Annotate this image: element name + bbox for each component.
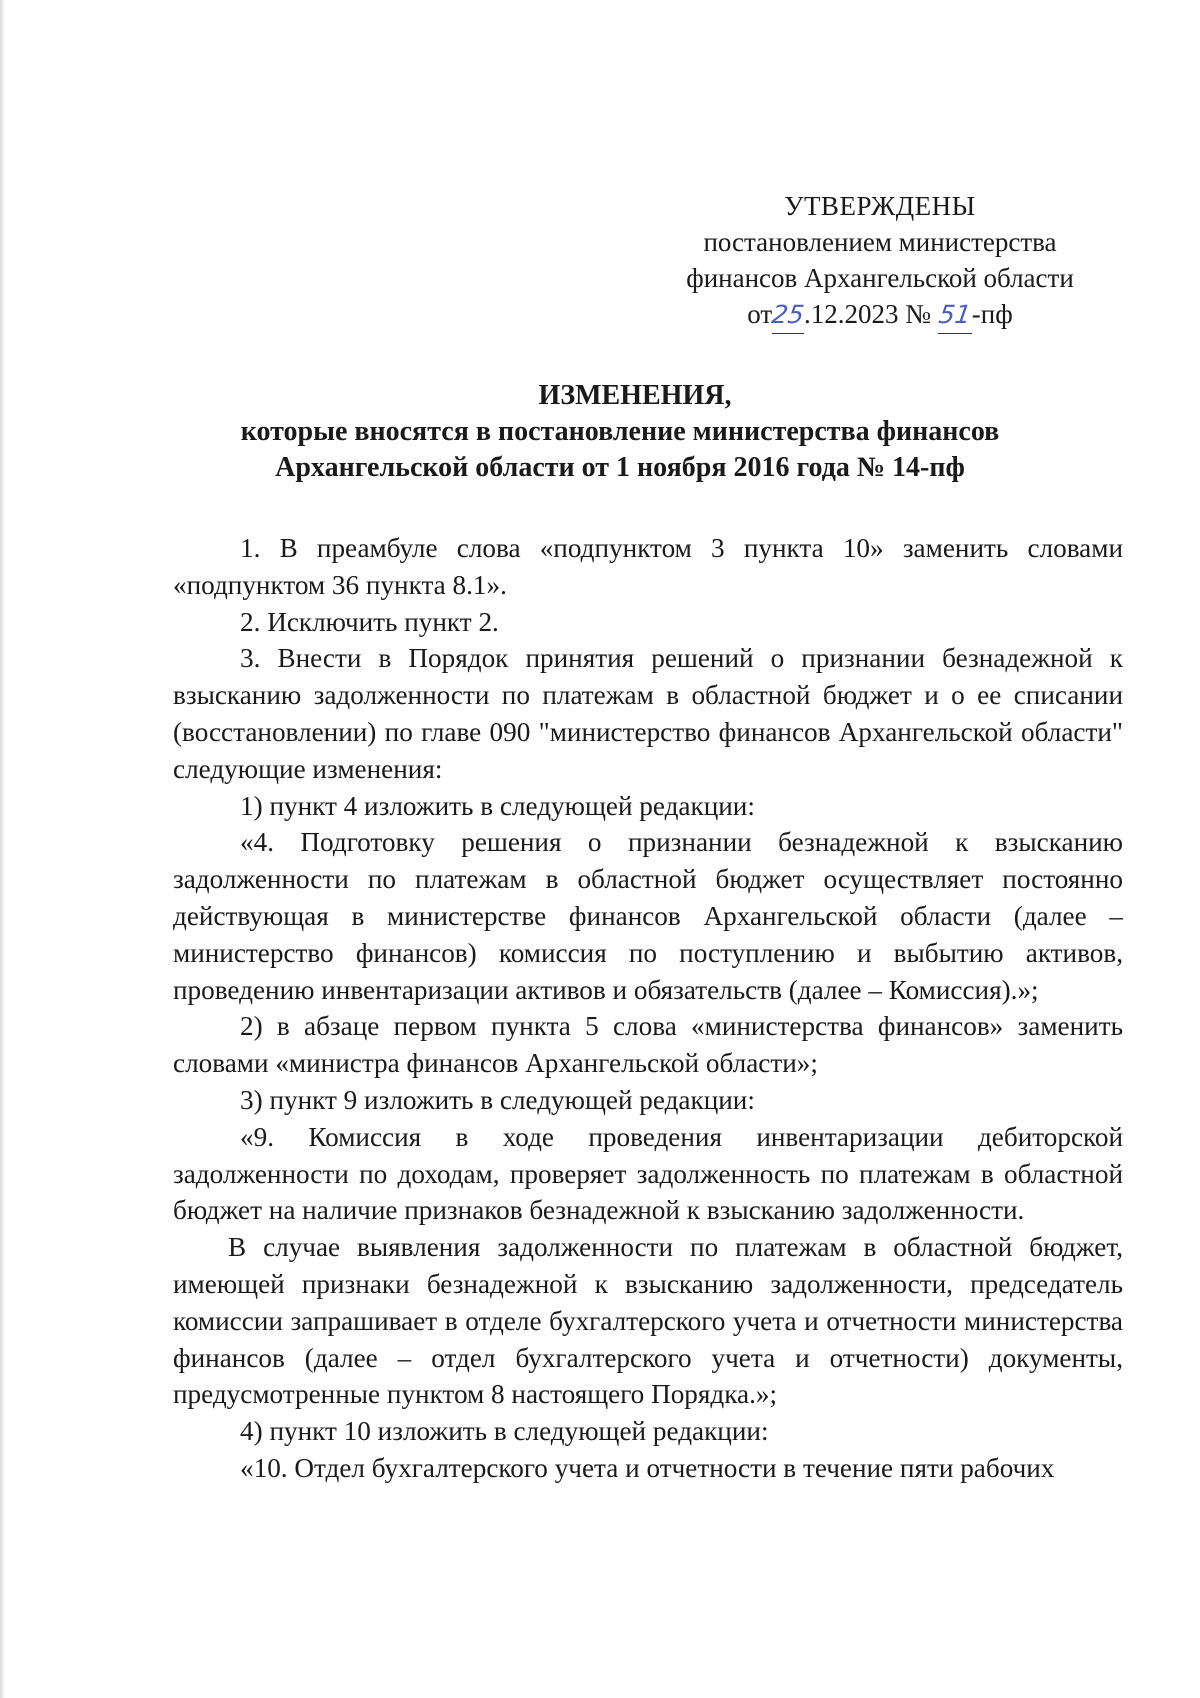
document-subtitle-line-2: Архангельской области от 1 ноября 2016 года № 14-пф xyxy=(275,452,965,483)
paragraph-9: В случае выявления задолженности по платежам в областной бюджет, имеющей признаки безнадежной к взысканию задолженности, председатель комиссии запрашивает в отделе бухгалтерского учета и отчетности министерства финансов (далее – отдел бухгалтерского учета и отчетности) документы, предусмотренные пунктом 8 настоящего Порядка.»; xyxy=(173,1232,1123,1410)
handwritten-doc-number: 51 xyxy=(936,300,973,329)
document-title-block xyxy=(170,378,1070,486)
approval-line-2: финансов Архангельской области xyxy=(686,263,1074,293)
approval-date-line xyxy=(660,296,1100,334)
paragraph-5: «4. Подготовку решения о признании безнадежной к взысканию задолженности по платежам в областной бюджет осуществляет постоянно действующая в министерстве финансов Архангельской области (далее – министерство финансов) комиссия по поступлению и выбытию активов, проведению инвентаризации активов и обязательств (далее – Комиссия).»; xyxy=(173,827,1123,1005)
doc-suffix: -пф xyxy=(971,299,1013,329)
date-rest: .12.2023 № xyxy=(804,299,932,329)
approval-block xyxy=(660,188,1100,334)
document-heading: ИЗМЕНЕНИЯ, xyxy=(538,380,732,411)
paragraph-7: 3) пункт 9 изложить в следующей редакции: xyxy=(240,1084,755,1115)
paragraph-8: «9. Комиссия в ходе проведения инвентаризации дебиторской задолженности по доходам, проверяет задолженность по платежам в областной бюджет на наличие признаков безнадежной к взысканию задолженности. xyxy=(173,1121,1123,1226)
paragraph-6: 2) в абзаце первом пункта 5 слова «министерства финансов» заменить словами «министра финансов Архангельской области»; xyxy=(173,1011,1123,1079)
document-subtitle-line-1: которые вносятся в постановление министерства финансов xyxy=(240,416,1000,447)
approval-line-1: постановлением министерства xyxy=(703,227,1057,257)
scan-edge-shadow xyxy=(0,0,5,1698)
date-prefix: от xyxy=(747,299,773,329)
paragraph-11: «10. Отдел бухгалтерского учета и отчетности в течение пяти рабочих xyxy=(240,1452,1055,1483)
paragraph-2: 2. Исключить пункт 2. xyxy=(240,606,499,637)
paragraph-3: 3. Внести в Порядок принятия решений о признании безнадежной к взысканию задолженности по платежам в областной бюджет и о ее списании (восстановлении) по главе 090 "министерство финансов Архангельской области" следующие изменения: xyxy=(173,643,1123,784)
approved-label: УТВЕРЖДЕНЫ xyxy=(784,191,976,221)
paragraph-4: 1) пункт 4 изложить в следующей редакции: xyxy=(240,790,755,821)
handwritten-day: 25 xyxy=(770,300,807,329)
paragraph-10: 4) пункт 10 изложить в следующей редакции: xyxy=(240,1416,769,1447)
paragraph-1: 1. В преамбуле слова «подпунктом 3 пункта 10» заменить словами «подпунктом 36 пункта 8.1». xyxy=(173,533,1123,600)
document-body xyxy=(173,530,1123,1487)
